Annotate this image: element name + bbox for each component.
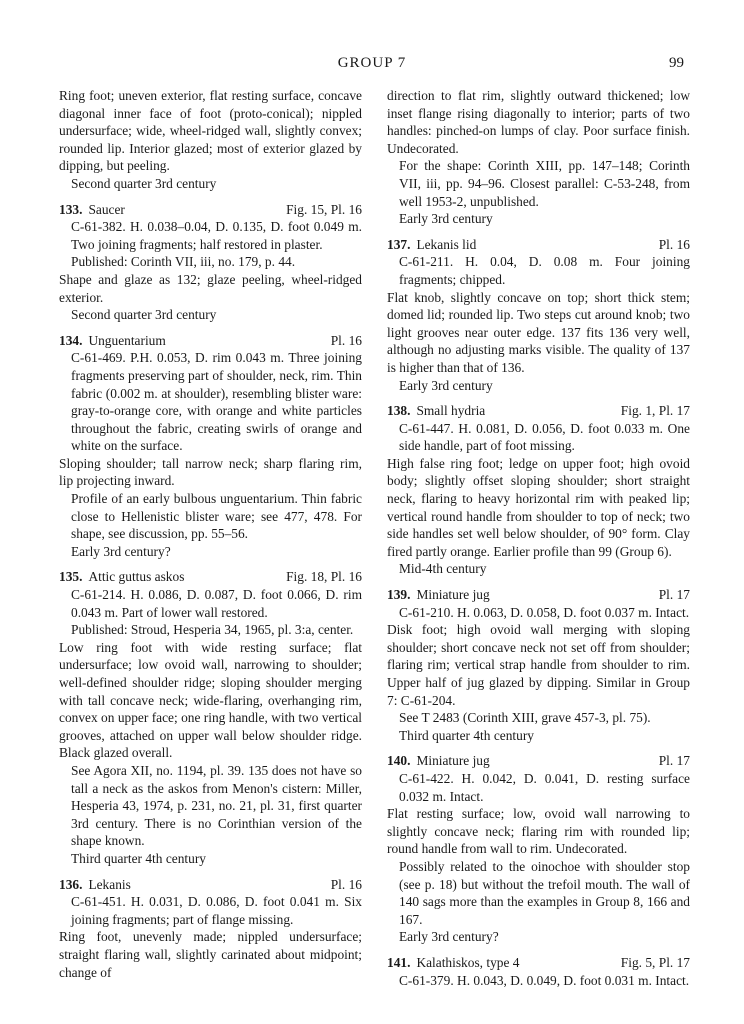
group-title: GROUP 7 <box>337 55 407 71</box>
entry-139-heading <box>387 586 690 604</box>
figure-reference: Pl. 16 <box>330 876 362 892</box>
entry-133-heading <box>59 201 362 219</box>
date: Early 3rd century <box>399 377 493 393</box>
entry-number: 134. <box>59 332 83 348</box>
continued-note: For the shape: Corinth XIII, pp. 147–148; Corinth VII, iii, pp. 94–96. Closest parallel: C-53-248, from well 1953-2, unpublished. <box>399 158 690 209</box>
figure-reference: Pl. 17 <box>658 753 690 769</box>
catalog-info: C-61-379. H. 0.043, D. 0.049, D. foot 0.031 m. Intact. <box>399 972 690 988</box>
figure-reference: Fig. 18, Pl. 16 <box>286 569 362 585</box>
note: Possibly related to the oinochoe with shoulder stop (see p. 18) but without the trefoil mouth. The wall of 140 sags more than the examples in Group 8, 166 and 167. <box>399 858 690 927</box>
entry-name: Unguentarium <box>88 332 166 348</box>
note: See Agora XII, no. 1194, pl. 39. 135 does not have so tall a neck as the askos from Menon's cistern: Miller, Hesperia 43, 1974, p. 231, no. 21, pl. 31, first quarter 3rd century. There is no Corinthian version of the shape known. <box>71 762 362 849</box>
catalog-info: C-61-469. P.H. 0.053, D. rim 0.043 m. Three joining fragments preserving part of shoulder, neck, rim. Thin fabric (0.002 m. at shoulder), resembling blister ware: gray-to-orange core, with orange and white particles throughout the fabric, creating swirls of orange and white on the surface. <box>71 350 362 454</box>
entry-141-heading <box>387 954 690 972</box>
catalog-info: C-61-210. H. 0.063, D. 0.058, D. foot 0.037 m. Intact. <box>399 604 690 620</box>
continued-date: Early 3rd century <box>399 211 493 227</box>
date: Second quarter 3rd century <box>71 307 217 323</box>
entry-135-heading <box>59 568 362 586</box>
figure-reference: Pl. 16 <box>330 332 362 348</box>
entry-name: Miniature jug <box>416 587 490 603</box>
running-header <box>60 55 684 75</box>
entry-name: Lekanis <box>88 876 131 892</box>
entry-number: 141. <box>387 954 411 970</box>
figure-reference: Fig. 15, Pl. 16 <box>286 201 362 217</box>
description: Sloping shoulder; tall narrow neck; sharp flaring rim, lip projecting inward. <box>59 455 362 489</box>
catalog-info: C-61-422. H. 0.042, D. 0.041, D. resting surface 0.032 m. Intact. <box>399 770 690 804</box>
continued-description: direction to flat rim, slightly outward thickened; low inset flange rising diagonally to interior; parts of two handles: pinched-on lumps of clay. Poor surface finish. Undecorated. <box>387 88 690 156</box>
description: Shape and glaze as 132; glaze peeling, wheel-ridged exterior. <box>59 271 362 305</box>
description: Ring foot, unevenly made; nippled undersurface; straight flaring wall, slightly carinated about midpoint; change of <box>59 929 362 980</box>
entry-name: Kalathiskos, type 4 <box>416 954 520 970</box>
entry-number: 139. <box>387 587 411 603</box>
intro-description: Ring foot; uneven exterior, flat resting surface, concave diagonal inner face of foot (proto-conical); nippled undersurface; wide, wheel-ridged wall, slightly convex; rounded lip. Interior glazed; most of exterior glazed by dipping, but peeling. <box>59 88 362 174</box>
figure-reference: Fig. 1, Pl. 17 <box>620 403 690 419</box>
entry-136-heading <box>59 876 362 894</box>
note: Profile of an early bulbous unguentarium. Thin fabric close to Hellenistic blister ware; see 477, 478. For shape, see discussion, pp. 55–56. <box>71 491 362 542</box>
catalog-info: C-61-447. H. 0.081, D. 0.056, D. foot 0.033 m. One side handle, part of foot missing. <box>399 420 690 454</box>
publication: Published: Stroud, Hesperia 34, 1965, pl. 3:a, center. <box>71 622 354 638</box>
left-column <box>59 87 362 981</box>
date: Third quarter 4th century <box>399 727 534 743</box>
catalog-info: C-61-211. H. 0.04, D. 0.08 m. Four joining fragments; chipped. <box>399 254 690 287</box>
page-number: 99 <box>669 55 684 71</box>
entry-number: 137. <box>387 236 411 252</box>
entry-137-heading <box>387 236 690 254</box>
entry-134-heading <box>59 332 362 350</box>
entry-name: Saucer <box>88 201 125 217</box>
date: Early 3rd century? <box>399 929 499 945</box>
date: Early 3rd century? <box>71 543 171 559</box>
catalog-info: C-61-451. H. 0.031, D. 0.086, D. foot 0.041 m. Six joining fragments; part of flange missing. <box>71 894 362 927</box>
date: Third quarter 4th century <box>71 850 206 866</box>
entry-name: Miniature jug <box>416 753 490 769</box>
description: High false ring foot; ledge on upper foot; high ovoid body; slightly offset sloping shoulder; short straight neck, flaring to heavy horizontal rim with peaked lip; vertical round handle from shoulder to top of neck; two side handles set well below shoulder, of 90° form. Clay fired partly orange. Earlier profile than 99 (Group 6). <box>387 455 690 559</box>
catalog-info: C-61-382. H. 0.038–0.04, D. 0.135, D. foot 0.049 m. Two joining fragments; half restored in plaster. <box>71 219 362 252</box>
entry-name: Lekanis lid <box>416 236 477 252</box>
publication: Published: Corinth VII, iii, no. 179, p. 44. <box>71 254 296 270</box>
entry-number: 140. <box>387 753 411 769</box>
entry-number: 133. <box>59 201 83 217</box>
right-column <box>387 87 690 989</box>
entry-name: Attic guttus askos <box>88 569 185 585</box>
intro-date: Second quarter 3rd century <box>71 175 217 191</box>
figure-reference: Pl. 17 <box>658 587 690 603</box>
entry-140-heading <box>387 752 690 770</box>
description: Flat knob, slightly concave on top; short thick stem; domed lid; rounded lip. Two steps cut around knob; two light grooves near outer edge. 137 fits 136 very well, although no adjusting marks visible. The quality of 137 is higher than that of 136. <box>387 289 690 375</box>
figure-reference: Pl. 16 <box>658 236 690 252</box>
entry-number: 136. <box>59 876 83 892</box>
note: See T 2483 (Corinth XIII, grave 457-3, pl. 75). <box>399 710 651 726</box>
description: Disk foot; high ovoid wall merging with sloping shoulder; short concave neck not set off from shoulder; flaring rim; vertical strap handle from shoulder to rim. Upper half of jug glazed by dipping. Similar in Group 7: C-61-204. <box>387 622 690 708</box>
catalog-info: C-61-214. H. 0.086, D. 0.087, D. foot 0.066, D. rim 0.043 m. Part of lower wall restored. <box>71 587 362 620</box>
entry-number: 138. <box>387 403 411 419</box>
figure-reference: Fig. 5, Pl. 17 <box>620 954 690 970</box>
description: Low ring foot with wide resting surface; flat undersurface; low ovoid wall, narrowing to shoulder; well-defined shoulder ridge; sloping shoulder merging with tall concave neck; wide-flaring, overhanging rim, convex on upper face; one ring handle, with two vertical grooves, attached on upper wall below shoulder ridge. Black glazed overall. <box>59 639 362 761</box>
entry-number: 135. <box>59 569 83 585</box>
description: Flat resting surface; low, ovoid wall narrowing to slightly concave neck; flaring rim with rounded lip; round handle from wall to rim. Undecorated. <box>387 806 690 857</box>
entry-name: Small hydria <box>416 403 486 419</box>
entry-138-heading <box>387 402 690 420</box>
date: Mid-4th century <box>399 561 487 577</box>
